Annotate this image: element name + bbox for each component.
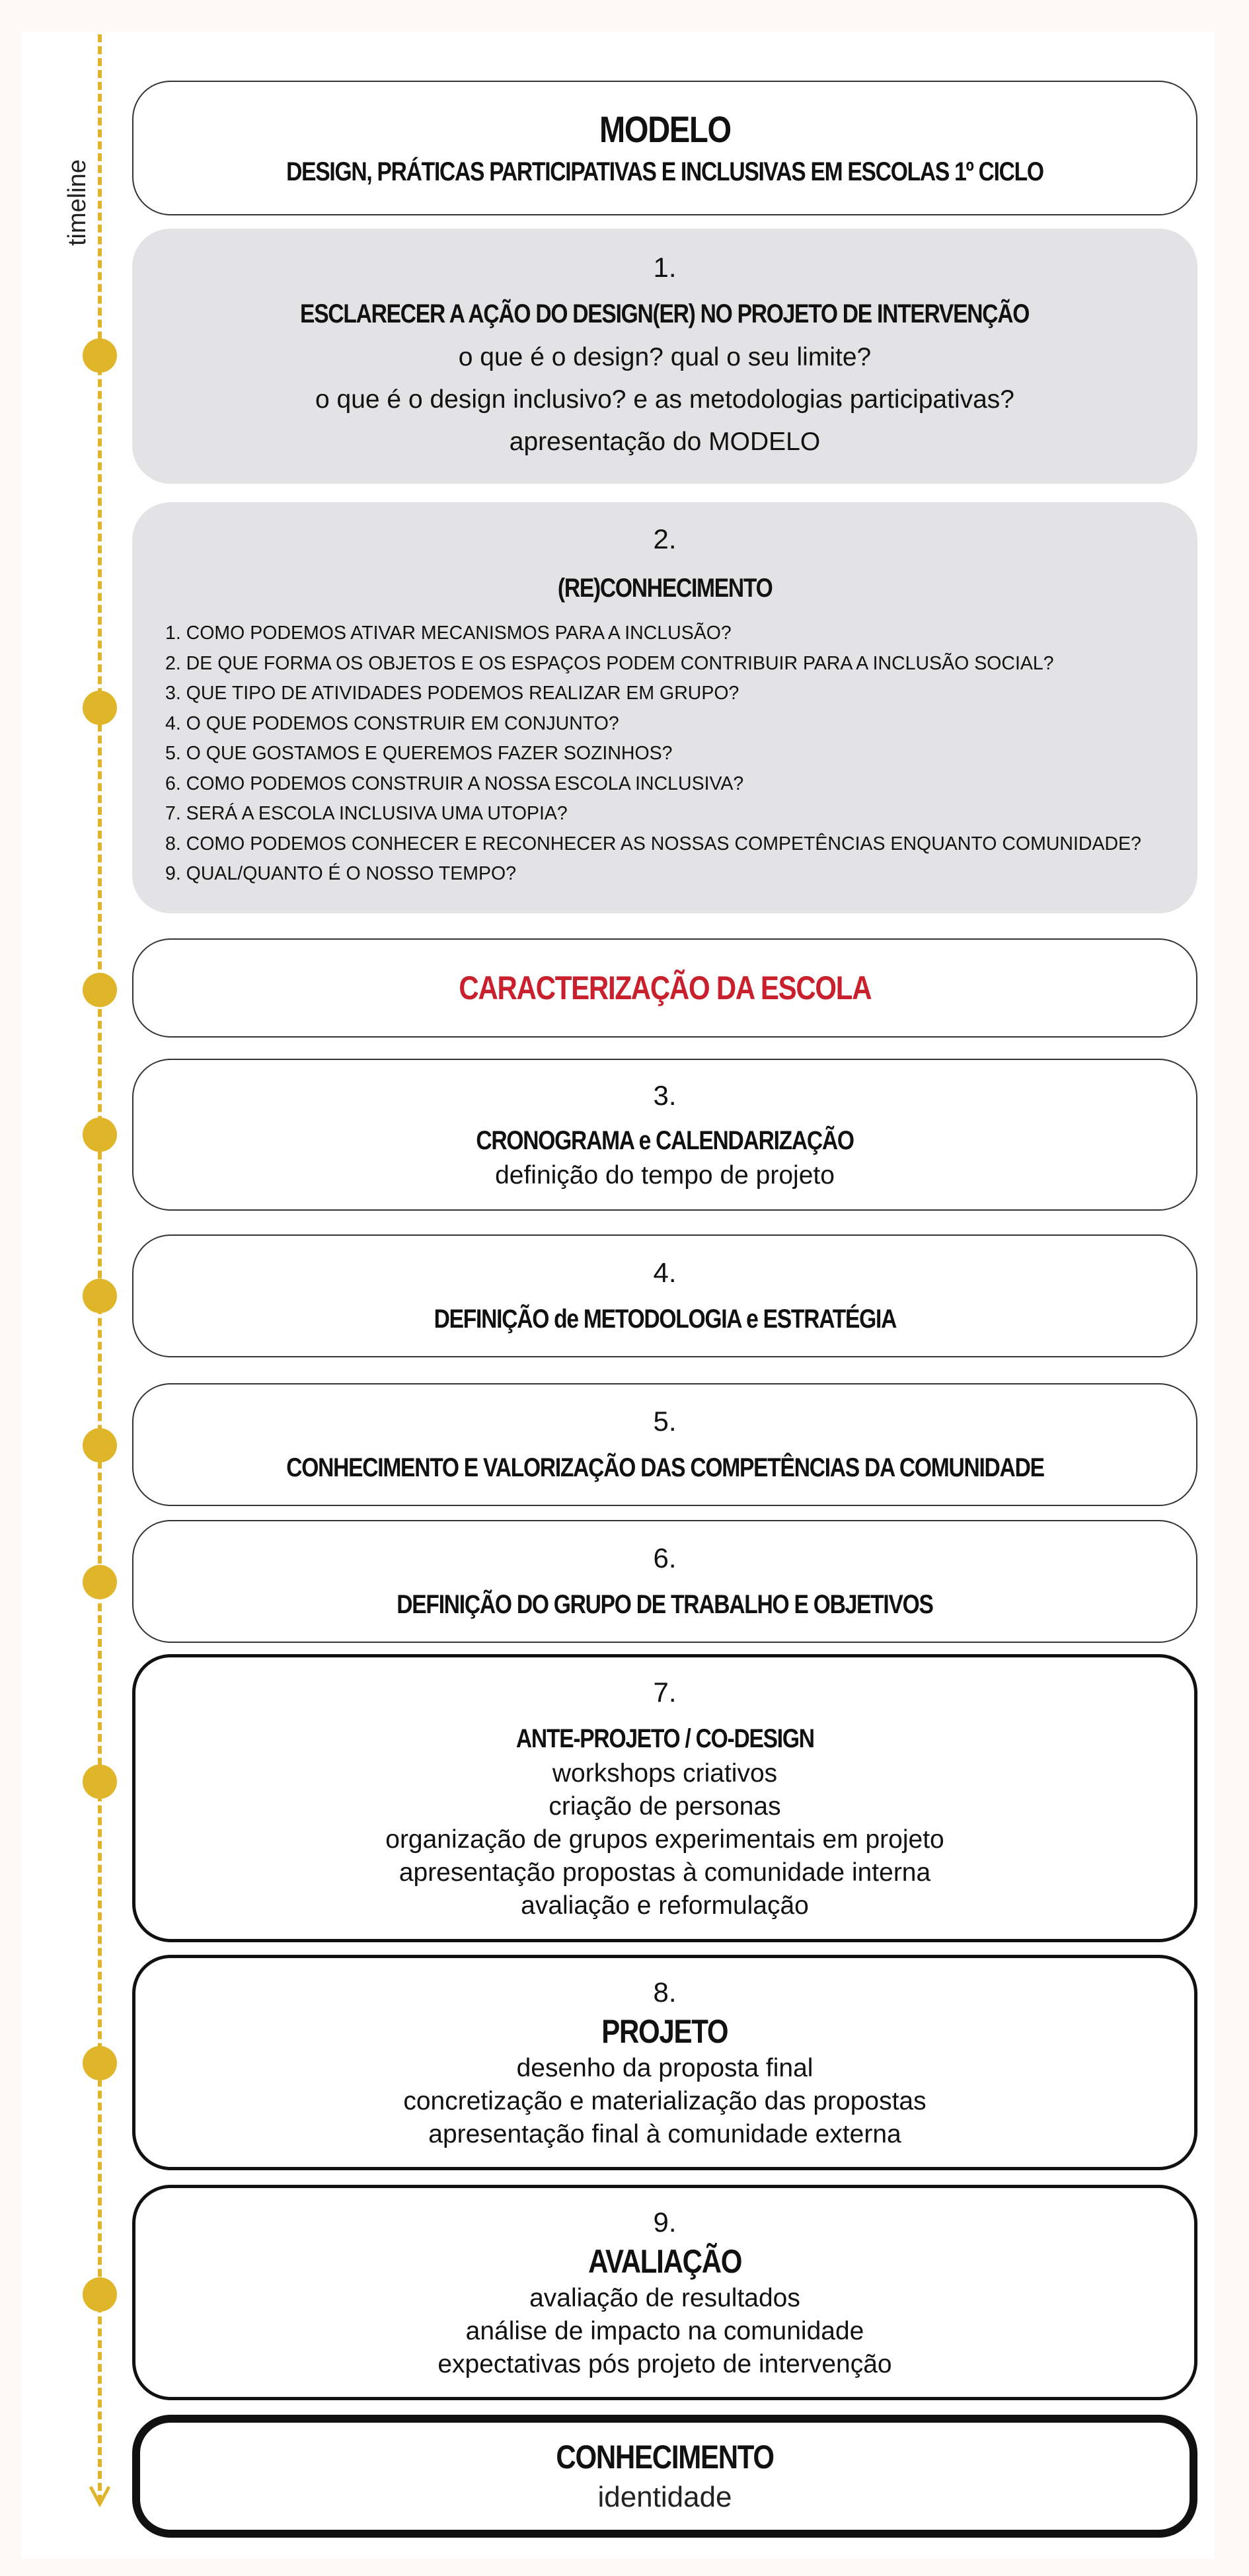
step-7-line: criação de personas xyxy=(549,1792,781,1821)
step-2-number: 2. xyxy=(653,523,677,554)
step-8-line: apresentação final à comunidade externa xyxy=(428,2120,901,2148)
step-5-number: 5. xyxy=(653,1406,677,1437)
step-7-box xyxy=(132,1654,1197,1942)
step-2-title: (RE)CONHECIMENTO xyxy=(557,574,773,603)
question-item: 6. COMO PODEMOS CONSTRUIR A NOSSA ESCOLA INCLUSIVA? xyxy=(165,773,744,794)
question-item: 2. DE QUE FORMA OS OBJETOS E OS ESPAÇOS PODEM CONTRIBUIR PARA A INCLUSÃO SOCIAL? xyxy=(165,652,1054,674)
step-2-question-list xyxy=(132,619,1141,890)
step-1-box xyxy=(132,229,1197,484)
timeline-dot-school xyxy=(83,973,117,1007)
step-5-title: CONHECIMENTO E VALORIZAÇÃO DAS COMPETÊNCIAS DA COMUNIDADE xyxy=(285,1453,1044,1482)
step-6-title: DEFINIÇÃO DO GRUPO DE TRABALHO E OBJETIVOS xyxy=(397,1590,933,1619)
step-8-box xyxy=(132,1955,1197,2170)
question-item: 4. O QUE PODEMOS CONSTRUIR EM CONJUNTO? xyxy=(165,712,619,734)
step-1-line: apresentação do MODELO xyxy=(509,428,821,456)
step-4-title: DEFINIÇÃO de METODOLOGIA e ESTRATÉGIA xyxy=(434,1305,896,1334)
step-1-number: 1. xyxy=(653,252,677,283)
step-7-line: workshops criativos xyxy=(552,1759,778,1788)
step-2-box xyxy=(132,502,1197,913)
step-7-line: avaliação e reformulação xyxy=(521,1891,809,1920)
timeline-dot-step-5 xyxy=(83,1428,117,1462)
step-8-line: desenho da proposta final xyxy=(516,2054,814,2082)
model-subtitle: DESIGN, PRÁTICAS PARTICIPATIVAS E INCLUSIVAS EM ESCOLAS 1º CICLO xyxy=(286,157,1043,186)
model-header-box xyxy=(132,81,1197,215)
step-9-title: AVALIAÇÃO xyxy=(587,2243,742,2280)
step-6-box xyxy=(132,1520,1197,1643)
step-8-title: PROJETO xyxy=(601,2013,728,2050)
step-6-number: 6. xyxy=(653,1542,677,1573)
step-9-line: expectativas pós projeto de intervenção xyxy=(437,2350,892,2378)
step-5-box xyxy=(132,1383,1197,1506)
step-3-title: CRONOGRAMA e CALENDARIZAÇÃO xyxy=(476,1126,854,1155)
timeline-dot-step-9 xyxy=(83,2277,117,2312)
timeline-dot-step-1 xyxy=(83,338,117,373)
question-item: 8. COMO PODEMOS CONHECER E RECONHECER AS NOSSAS COMPETÊNCIAS ENQUANTO COMUNIDADE? xyxy=(165,833,1141,854)
knowledge-identity-box xyxy=(132,2415,1197,2538)
timeline-line xyxy=(98,34,102,2503)
question-item: 3. QUE TIPO DE ATIVIDADES PODEMOS REALIZAR EM GRUPO? xyxy=(165,683,739,704)
step-3-line: definição do tempo de projeto xyxy=(495,1161,835,1190)
question-item: 9. QUAL/QUANTO É O NOSSO TEMPO? xyxy=(165,863,517,884)
step-9-line: avaliação de resultados xyxy=(529,2284,800,2312)
step-7-title: ANTE-PROJETO / CO-DESIGN xyxy=(515,1724,814,1753)
step-7-line: apresentação propostas à comunidade interna xyxy=(398,1858,931,1887)
timeline-dot-step-6 xyxy=(83,1565,117,1599)
question-item: 7. SERÁ A ESCOLA INCLUSIVA UMA UTOPIA? xyxy=(165,803,568,824)
timeline-dot-step-2 xyxy=(83,691,117,725)
step-9-line: análise de impacto na comunidade xyxy=(465,2317,864,2345)
model-title: MODELO xyxy=(599,108,731,150)
step-8-line: concretização e materialização das propostas xyxy=(403,2087,927,2115)
step-7-line: organização de grupos experimentais em projeto xyxy=(385,1825,944,1854)
school-characterization-box xyxy=(132,938,1197,1038)
timeline-label: timeline xyxy=(63,159,91,246)
step-3-number: 3. xyxy=(653,1080,677,1111)
school-characterization-title: CARACTERIZAÇÃO DA ESCOLA xyxy=(459,969,871,1006)
step-9-box xyxy=(132,2185,1197,2400)
step-1-line: o que é o design? qual o seu limite? xyxy=(458,343,872,371)
question-item: 1. COMO PODEMOS ATIVAR MECANISMOS PARA A INCLUSÃO? xyxy=(165,623,732,644)
timeline-dot-step-4 xyxy=(83,1279,117,1313)
question-item: 5. O QUE GOSTAMOS E QUEREMOS FAZER SOZINHOS? xyxy=(165,743,673,764)
timeline-dot-step-8 xyxy=(83,2046,117,2080)
step-3-box xyxy=(132,1059,1197,1211)
step-7-number: 7. xyxy=(653,1677,677,1708)
step-8-number: 8. xyxy=(653,1977,677,2008)
step-4-box xyxy=(132,1234,1197,1357)
timeline-dot-step-7 xyxy=(83,1764,117,1799)
step-1-title: ESCLARECER A AÇÃO DO DESIGN(ER) NO PROJETO DE INTERVENÇÃO xyxy=(300,299,1030,328)
timeline-dot-step-3 xyxy=(83,1118,117,1152)
knowledge-title: CONHECIMENTO xyxy=(556,2439,774,2476)
step-1-line: o que é o design inclusivo? e as metodologias participativas? xyxy=(315,385,1014,414)
knowledge-subtitle: identidade xyxy=(597,2481,732,2513)
step-9-number: 9. xyxy=(653,2207,677,2238)
step-4-number: 4. xyxy=(653,1257,677,1288)
timeline-arrowhead xyxy=(89,2481,111,2508)
